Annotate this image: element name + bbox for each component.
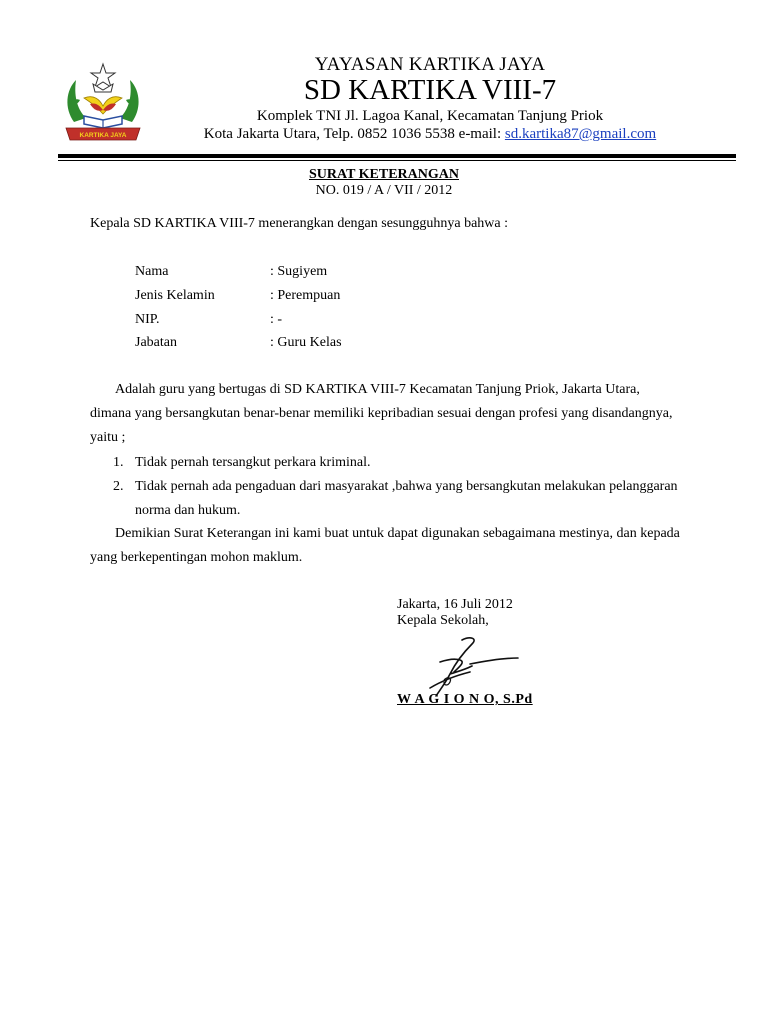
field-label-jenis-kelamin: Jenis Kelamin <box>135 288 215 303</box>
field-value-jenis-kelamin: : Perempuan <box>270 288 341 303</box>
field-label-nip: NIP. <box>135 312 160 327</box>
header-divider-thin <box>58 160 736 161</box>
field-value-nama: : Sugiyem <box>270 264 328 279</box>
address-line-1: Komplek TNI Jl. Lagoa Kanal, Kecamatan Tanjung Priok <box>256 108 604 124</box>
email-link[interactable]: sd.kartika87@gmail.com <box>504 126 657 142</box>
signer-position: Kepala Sekolah, <box>397 613 489 628</box>
school-name: SD KARTIKA VIII-7 <box>303 74 557 106</box>
paragraph-1-line-2: dimana yang bersangkutan benar-benar memiliki kepribadian sesuai dengan profesi yang disandangnya, <box>90 406 673 421</box>
document-title: SURAT KETERANGAN <box>308 167 459 182</box>
field-label-nama: Nama <box>135 264 169 279</box>
intro-text: Kepala SD KARTIKA VIII-7 menerangkan dengan sesungguhnya bahwa : <box>90 216 509 231</box>
list-item-1-number: 1. <box>113 455 124 470</box>
header-divider-thick <box>58 154 736 158</box>
paragraph-2-line-1: Demikian Surat Keterangan ini kami buat untuk dapat digunakan sebagaimana mestinya, dan kepada <box>115 526 680 541</box>
field-value-nip: : - <box>270 312 283 327</box>
list-item-1-text: Tidak pernah tersangkut perkara kriminal. <box>135 455 371 470</box>
paragraph-2-line-2: yang berkepentingan mohon maklum. <box>90 550 303 565</box>
list-item-2-text-line-1: Tidak pernah ada pengaduan dari masyarakat ,bahwa yang bersangkutan melakukan pelanggaran <box>135 479 678 494</box>
contact-info: Kota Jakarta Utara, Telp. 0852 1036 5538 e-mail: <box>203 126 505 142</box>
paragraph-1-line-3: yaitu ; <box>90 430 126 445</box>
document-number: NO. 019 / A / VII / 2012 <box>315 183 453 198</box>
address-line-2 <box>150 126 710 143</box>
logo-ribbon-text: KARTIKA JAYA <box>79 132 127 139</box>
signer-name: W A G I O N O, S.Pd <box>397 692 533 707</box>
list-item-2-text-line-2: norma dan hukum. <box>135 503 241 518</box>
field-label-jabatan: Jabatan <box>135 335 177 350</box>
paragraph-1-line-1: Adalah guru yang bertugas di SD KARTIKA VIII-7 Kecamatan Tanjung Priok, Jakarta Utara, <box>115 382 640 397</box>
list-item-2-number: 2. <box>113 479 124 494</box>
foundation-name: YAYASAN KARTIKA JAYA <box>314 54 546 75</box>
school-logo <box>60 60 146 146</box>
field-value-jabatan: : Guru Kelas <box>270 335 342 350</box>
place-date: Jakarta, 16 Juli 2012 <box>397 597 513 612</box>
